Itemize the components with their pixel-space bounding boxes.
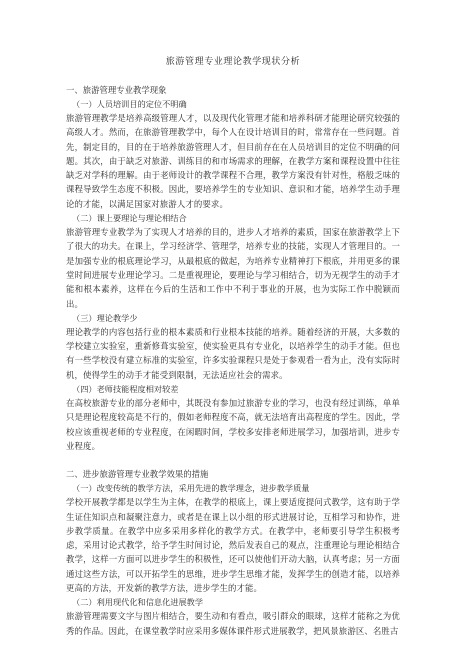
subsection-heading: （二）利用现代化和信息化进展教学 (72, 597, 204, 608)
section-spacer (66, 453, 400, 467)
paragraph: 旅游管理专业教学为了实现人才培养的目的，进步人才培养的素质，国家在旅游教学上下了很大的功夫。在课上，学习经济学、管理学，培养专业的技能，实现人才管理目的。一是加强专业的根底理论学习，从最根底的做起，为培养专业精神打下根底，并用更多的课堂时间进展专业理论学习。二是重视理论，要理论与学习相结合，切为无视学生的动手才能和根本素养，这样在今后的生活和工作中不利于事业的开展，也为实际工作中脱颖而出。 (66, 227, 400, 309)
paragraph: 旅游管理需要文字与图片相结合，要生动和有看点，吸引群众的眼球，这样才能称之为优秀的作品。因此，在课堂教学时应采用多媒体课件形式进展教学，把风景旅游区、名胜古 (66, 611, 400, 636)
paragraph: 学校开展教学都是以学生为主体，在教学的根底上，课上要适度提问式教学，这有助于学生证住知识点和凝聚注意力，或者是在课上以小组的形式进展讨论，互相学习和协作，进步教学质量。在教学中应多采用多样化的教学方式。在教学中，老师要引导学生积极考虑，采用讨论式教学，给予学生时间讨论，然后发表自己的观点，注重理论与理论相结合教学，这样一方面可以进步学生的积极性，还可以使他们开动大脑，认真考虑；另一方面通过这些方法，可以开拓学生的思维，进步学生思维才能，发挥学生的创造才能，以培养更高的方法，开发新的教学方法，进步学生的才能。 (66, 497, 400, 594)
paragraph: 在高校旅游专业的部分老师中，其既没有参加过旅游专业的学习，也没有经过训练，单单只是理论程度较高是不行的，假如老师程度不高，就无法培育出高程度的学生。因此，学校应该重视老师的专业程度，在闲暇时间，学校多安排老师进展学习，加强培训，进步专业程度。 (66, 398, 400, 451)
document-title: 旅游管理专业理论教学现状分析 (165, 57, 301, 67)
section-2 (66, 467, 400, 638)
section-1 (66, 83, 400, 453)
section-heading: 一、旅游管理专业教学现象 (66, 85, 167, 95)
subsection-heading: （二）课上要理论与理论相结合 (72, 213, 187, 224)
subsection-heading: （四）老师技能程度相对较差 (72, 384, 179, 395)
paragraph: 理论教学的内容包括行业的根本素质和行业根本技能的培养。随着经济的开展，大多数的学校建立实验室，重新修葺实验室，使实验更具有专业化，以培养学生的动手才能。但也有一些学校没有建立标准的实验室，许多实验课程只是处于参观看一看为止，没有实际时机，使得学生的动手才能受到限制，无法适应社会的需求。 (66, 326, 400, 380)
section-heading: 二、进步旅游管理专业教学效果的措施 (66, 469, 209, 480)
subsection-heading: （三）理论教学少 (72, 312, 138, 323)
paragraph: 旅游管理教学是培养高级管理人才，以及现代化管理才能和培养科研才能理论研究较强的高级人才。然而，在旅游管理教学中，每个人在设计培训目的时，常常存在一些问题。首先，制定目的，目的在于培养旅游管理人才，但目前存在在人员培训目的定位不明确的问题。其次，由于缺乏对旅游、训练目的和市场需求的理解，在教学方案和课程设置中往往缺乏对学科的理解。由于老师设计的教学课程不合理，教学方案没有针对性，格般乏味的课程导致学生态度不积极。因此，要培养学生的专业知识、意识和才能，培养学生动手理论的才能，以满足国家对旅游人才的要求。 (66, 113, 400, 209)
subsection-heading: （一）人员培训目的定位不明确 (72, 99, 187, 109)
subsection-heading: （一）改变传统的教学方法，采用先进的教学理念，进步教学质量 (72, 483, 310, 494)
